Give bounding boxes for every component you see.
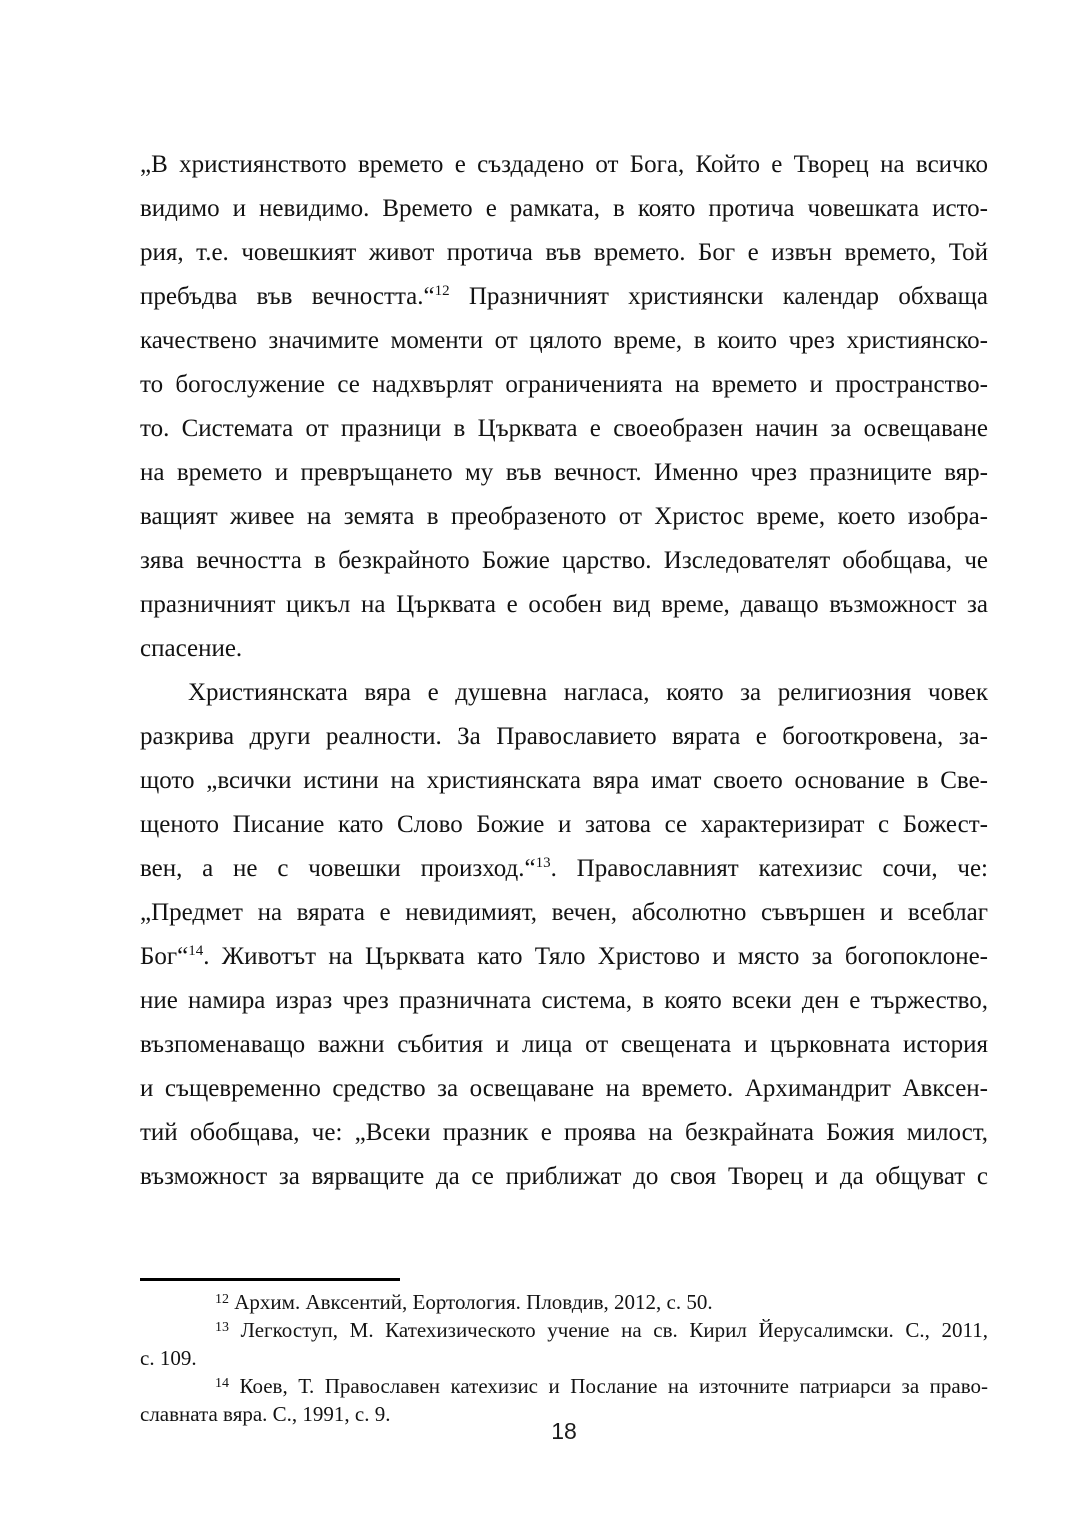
body-text-line: пребъдва във вечността.“$^{12}$ Празничният християнски календар обхваща bbox=[140, 283, 988, 310]
body-text-line: ние намира израз чрез празничната система, в която всеки ден е тържество, bbox=[140, 987, 988, 1014]
footnote-number: 14 bbox=[215, 1376, 229, 1391]
body-text-line: то. Системата от празници в Църквата е своеобразен начин за освещаване bbox=[140, 415, 988, 442]
footnote-reference-marker: 14 bbox=[188, 943, 204, 959]
body-text-line: Християнската вяра е душевна нагласа, която за религиозния човек bbox=[188, 679, 988, 706]
body-text-line: щото „всички истини на християнската вяра имат своето основание в Све- bbox=[140, 767, 988, 794]
body-text-line: възпоменаващо важни събития и лица от свещената и църковната история bbox=[140, 1031, 988, 1058]
footnote-number: 12 bbox=[215, 1292, 229, 1307]
body-text-line: видимо и невидимо. Времето е рамката, в която протича човешката исто- bbox=[140, 195, 988, 222]
body-text-line: то богослужение се надхвърлят ограниченията на времето и пространство- bbox=[140, 371, 988, 398]
footnote-separator bbox=[140, 1278, 400, 1281]
body-text-line: рия, т.е. човешкият живот протича във времето. Бог е извън времето, Той bbox=[140, 239, 988, 266]
footnote-line: $^{13}$ Легкоступ, М. Катехизическото учение на св. Кирил Йерусалимски. С., 2011, bbox=[215, 1318, 988, 1342]
footnote-reference-marker: 12 bbox=[434, 283, 450, 299]
body-text-line: качествено значимите моменти от цялото време, в които чрез християнско- bbox=[140, 327, 988, 354]
body-text-line: „Предмет на вярата е невидимият, вечен, абсолютно съвършен и всеблаг bbox=[140, 899, 988, 926]
footnote-section bbox=[140, 1288, 988, 1428]
footnote-line: $^{14}$ Коев, Т. Православен катехизис и Послание на източните патриарси за право- bbox=[215, 1374, 988, 1398]
footnote-line: $^{12}$ Архим. Авксентий, Еортология. Пловдив, 2012, с. 50. bbox=[215, 1290, 713, 1314]
body-text-line: Бог“$^{14}$. Животът на Църквата като Тяло Христово и място за богопоклоне- bbox=[140, 943, 988, 970]
page-number: 18 bbox=[551, 1418, 577, 1444]
body-text-line: щеното Писание като Слово Божие и затова се характеризират с Божест- bbox=[140, 811, 988, 838]
body-text-line: празничният цикъл на Църквата е особен вид време, даващо възможност за bbox=[140, 591, 988, 618]
body-text-line: разкрива други реалности. За Православието вярата е богооткровена, за- bbox=[140, 723, 988, 750]
footnote-reference-marker: 13 bbox=[535, 855, 551, 871]
body-text-line: спасение. bbox=[140, 635, 243, 662]
body-text-line: възможност за вярващите да се приближат до своя Творец и да общуват с bbox=[140, 1163, 988, 1190]
body-text-line: вен, а не с човешки произход.“$^{13}$. Православният катехизис сочи, че: bbox=[140, 855, 988, 882]
body-text-line: ващият живее на земята в преобразеното от Христос време, което изобра- bbox=[140, 503, 988, 530]
body-text bbox=[140, 143, 988, 1199]
body-text-line: на времето и превръщането му във вечност. Именно чрез празниците вяр- bbox=[140, 459, 988, 486]
body-text-line: и същевременно средство за освещаване на времето. Архимандрит Авксен- bbox=[140, 1075, 988, 1102]
footnote-number: 13 bbox=[215, 1320, 229, 1335]
footnote-line: с. 109. bbox=[140, 1346, 197, 1370]
body-text-line: тий обобщава, че: „Всеки празник е проява на безкрайната Божия милост, bbox=[140, 1119, 988, 1146]
footnote-line: славната вяра. С., 1991, с. 9. bbox=[140, 1402, 391, 1426]
body-text-line: зява вечността в безкрайното Божие царство. Изследователят обобщава, че bbox=[140, 547, 988, 574]
body-text-line: „В християнството времето е създадено от Бога, Който е Творец на всичко bbox=[140, 151, 988, 178]
